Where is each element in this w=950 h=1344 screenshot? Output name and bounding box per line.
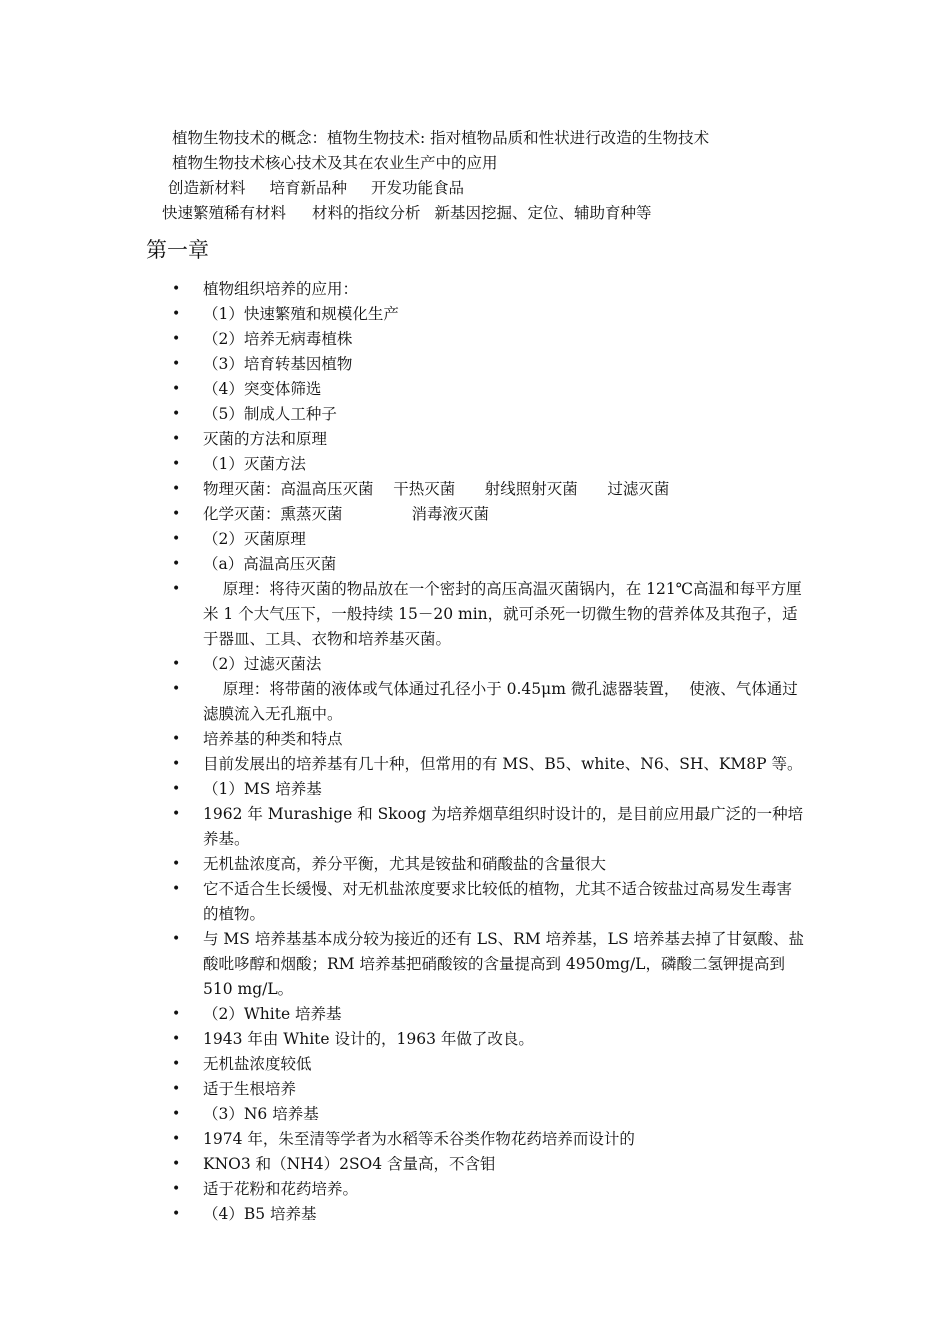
bullet-dot-icon: • [172, 881, 181, 897]
intro-core-tech-text: 植物生物技术核心技术及其在农业生产中的应用 [172, 154, 498, 172]
bullet-dot-icon: • [172, 731, 181, 747]
bullet-dot-icon: • [172, 331, 181, 347]
list-item-text: 无机盐浓度高，养分平衡，尤其是铵盐和硝酸盐的含量很大 [203, 855, 607, 873]
list-item-text: （a）高温高压灭菌 [203, 555, 337, 573]
list-item-text: 培养基的种类和特点 [203, 730, 343, 748]
list-item [0, 327, 807, 352]
list-item-text: 1962 年 Murashige 和 Skoog 为培养烟草组织时设计的，是目前应用最广泛的一种培养基。 [203, 805, 804, 848]
bullet-dot-icon: • [172, 1056, 181, 1072]
list-item-text: 原理：将带菌的液体或气体通过孔径小于 0.45μm 微孔滤器装置， 使液、气体通过滤膜流入无孔瓶中。 [203, 680, 798, 723]
list-item [0, 1052, 807, 1077]
list-item-text: （2）培养无病毒植株 [203, 330, 353, 348]
intro-line-methods [162, 203, 652, 223]
list-item-text: 无机盐浓度较低 [203, 1055, 312, 1073]
list-item [0, 802, 807, 852]
bullet-dot-icon: • [172, 656, 181, 672]
list-item-text: 灭菌的方法和原理 [203, 430, 328, 448]
bullet-dot-icon: • [172, 756, 181, 772]
list-item [0, 277, 807, 302]
list-item [0, 1002, 807, 1027]
list-item [0, 752, 807, 777]
bullet-dot-icon: • [172, 1181, 181, 1197]
list-item [0, 927, 807, 1002]
list-item [0, 1027, 807, 1052]
list-item [0, 1127, 807, 1152]
list-item-text: 1943 年由 White 设计的，1963 年做了改良。 [203, 1030, 534, 1048]
list-item-text: 与 MS 培养基基本成分较为接近的还有 LS、RM 培养基，LS 培养基去掉了甘氨酸、盐酸吡哆醇和烟酸；RM 培养基把硝酸铵的含量提高到 4950mg/L，磷酸二氢钾提高到 510 mg/L。 [203, 930, 804, 998]
list-item [0, 577, 807, 652]
list-item [0, 427, 807, 452]
bullet-dot-icon: • [172, 1206, 181, 1222]
list-item-text: （1）灭菌方法 [203, 455, 306, 473]
list-item [0, 652, 807, 677]
list-item [0, 777, 807, 802]
intro-line-concept [172, 128, 709, 148]
bullet-dot-icon: • [172, 856, 181, 872]
list-item [0, 1077, 807, 1102]
bullet-dot-icon: • [172, 381, 181, 397]
intro-method-fast-propagation: 快速繁殖稀有材料 [162, 204, 287, 222]
intro-concept-text: 植物生物技术的概念：植物生物技术: 指对植物品质和性状进行改造的生物技术 [172, 129, 710, 147]
bullet-dot-icon: • [172, 431, 181, 447]
bullet-dot-icon: • [172, 581, 181, 597]
list-item-text: （1）快速繁殖和规模化生产 [203, 305, 399, 323]
list-item [0, 352, 807, 377]
bullet-dot-icon: • [172, 281, 181, 297]
list-item-text: （1）MS 培养基 [203, 780, 322, 798]
list-item-text: 目前发展出的培养基有几十种，但常用的有 MS、B5、white、N6、SH、KM8P 等。 [203, 755, 803, 773]
list-item-text: （4）B5 培养基 [203, 1205, 317, 1223]
bullet-dot-icon: • [172, 1156, 181, 1172]
bullet-dot-icon: • [172, 1081, 181, 1097]
intro-method-gene-mining: 新基因挖掘、定位、辅助育种等 [434, 204, 652, 222]
list-item-text: （3）N6 培养基 [203, 1105, 319, 1123]
bullet-dot-icon: • [172, 456, 181, 472]
list-item [0, 402, 807, 427]
intro-method-fingerprint: 材料的指纹分析 [312, 204, 421, 222]
bullet-dot-icon: • [172, 781, 181, 797]
list-item [0, 552, 807, 577]
list-item [0, 727, 807, 752]
bullet-dot-icon: • [172, 931, 181, 947]
bullet-list [0, 277, 950, 1227]
list-item-text: 1974 年，朱至清等学者为水稻等禾谷类作物花药培养而设计的 [203, 1130, 635, 1148]
list-item [0, 1202, 807, 1227]
list-item [0, 452, 807, 477]
list-item [0, 677, 807, 727]
list-item [0, 1102, 807, 1127]
chapter-heading: 第一章 [146, 238, 209, 262]
intro-line-core-tech [172, 153, 498, 173]
list-item-text: （3）培育转基因植物 [203, 355, 353, 373]
bullet-dot-icon: • [172, 806, 181, 822]
bullet-dot-icon: • [172, 556, 181, 572]
list-item [0, 877, 807, 927]
bullet-dot-icon: • [172, 356, 181, 372]
list-item-text: KNO3 和（NH4）2SO4 含量高，不含钼 [203, 1155, 496, 1173]
bullet-dot-icon: • [172, 1031, 181, 1047]
bullet-dot-icon: • [172, 506, 181, 522]
list-item-text: （2）White 培养基 [203, 1005, 342, 1023]
intro-app-new-variety: 培育新品种 [269, 179, 348, 197]
list-item-text: 适于花粉和花药培养。 [203, 1180, 359, 1198]
list-item-text: 适于生根培养 [203, 1080, 297, 1098]
list-item [0, 1177, 807, 1202]
bullet-dot-icon: • [172, 1106, 181, 1122]
list-item [0, 1152, 807, 1177]
bullet-dot-icon: • [172, 1006, 181, 1022]
list-item [0, 377, 807, 402]
bullet-dot-icon: • [172, 681, 181, 697]
list-item-text: 植物组织培养的应用： [203, 280, 359, 298]
intro-line-applications [168, 178, 464, 198]
list-item-text: 化学灭菌：熏蒸灭菌 消毒液灭菌 [203, 505, 489, 523]
list-item [0, 502, 807, 527]
intro-app-new-material: 创造新材料 [168, 179, 246, 197]
list-item [0, 302, 807, 327]
list-item-text: （2）过滤灭菌法 [203, 655, 322, 673]
bullet-dot-icon: • [172, 481, 181, 497]
bullet-dot-icon: • [172, 406, 181, 422]
list-item-text: （2）灭菌原理 [203, 530, 306, 548]
list-item [0, 527, 807, 552]
bullet-dot-icon: • [172, 531, 181, 547]
list-item-text: 它不适合生长缓慢、对无机盐浓度要求比较低的植物，尤其不适合铵盐过高易发生毒害的植物。 [203, 880, 793, 923]
list-item [0, 852, 807, 877]
list-item-text: （5）制成人工种子 [203, 405, 337, 423]
list-item-text: 物理灭菌：高温高压灭菌 干热灭菌 射线照射灭菌 过滤灭菌 [203, 480, 670, 498]
list-item-text: （4）突变体筛选 [203, 380, 322, 398]
list-item-text: 原理：将待灭菌的物品放在一个密封的高压高温灭菌锅内，在 121℃高温和每平方厘米 1 个大气压下，一般持续 15－20 min，就可杀死一切微生物的营养体及其孢子，适于器皿、工具、衣物和培养基灭菌。 [203, 580, 802, 648]
bullet-dot-icon: • [172, 306, 181, 322]
intro-app-functional-food: 开发功能食品 [371, 179, 465, 197]
bullet-dot-icon: • [172, 1131, 181, 1147]
list-item [0, 477, 807, 502]
